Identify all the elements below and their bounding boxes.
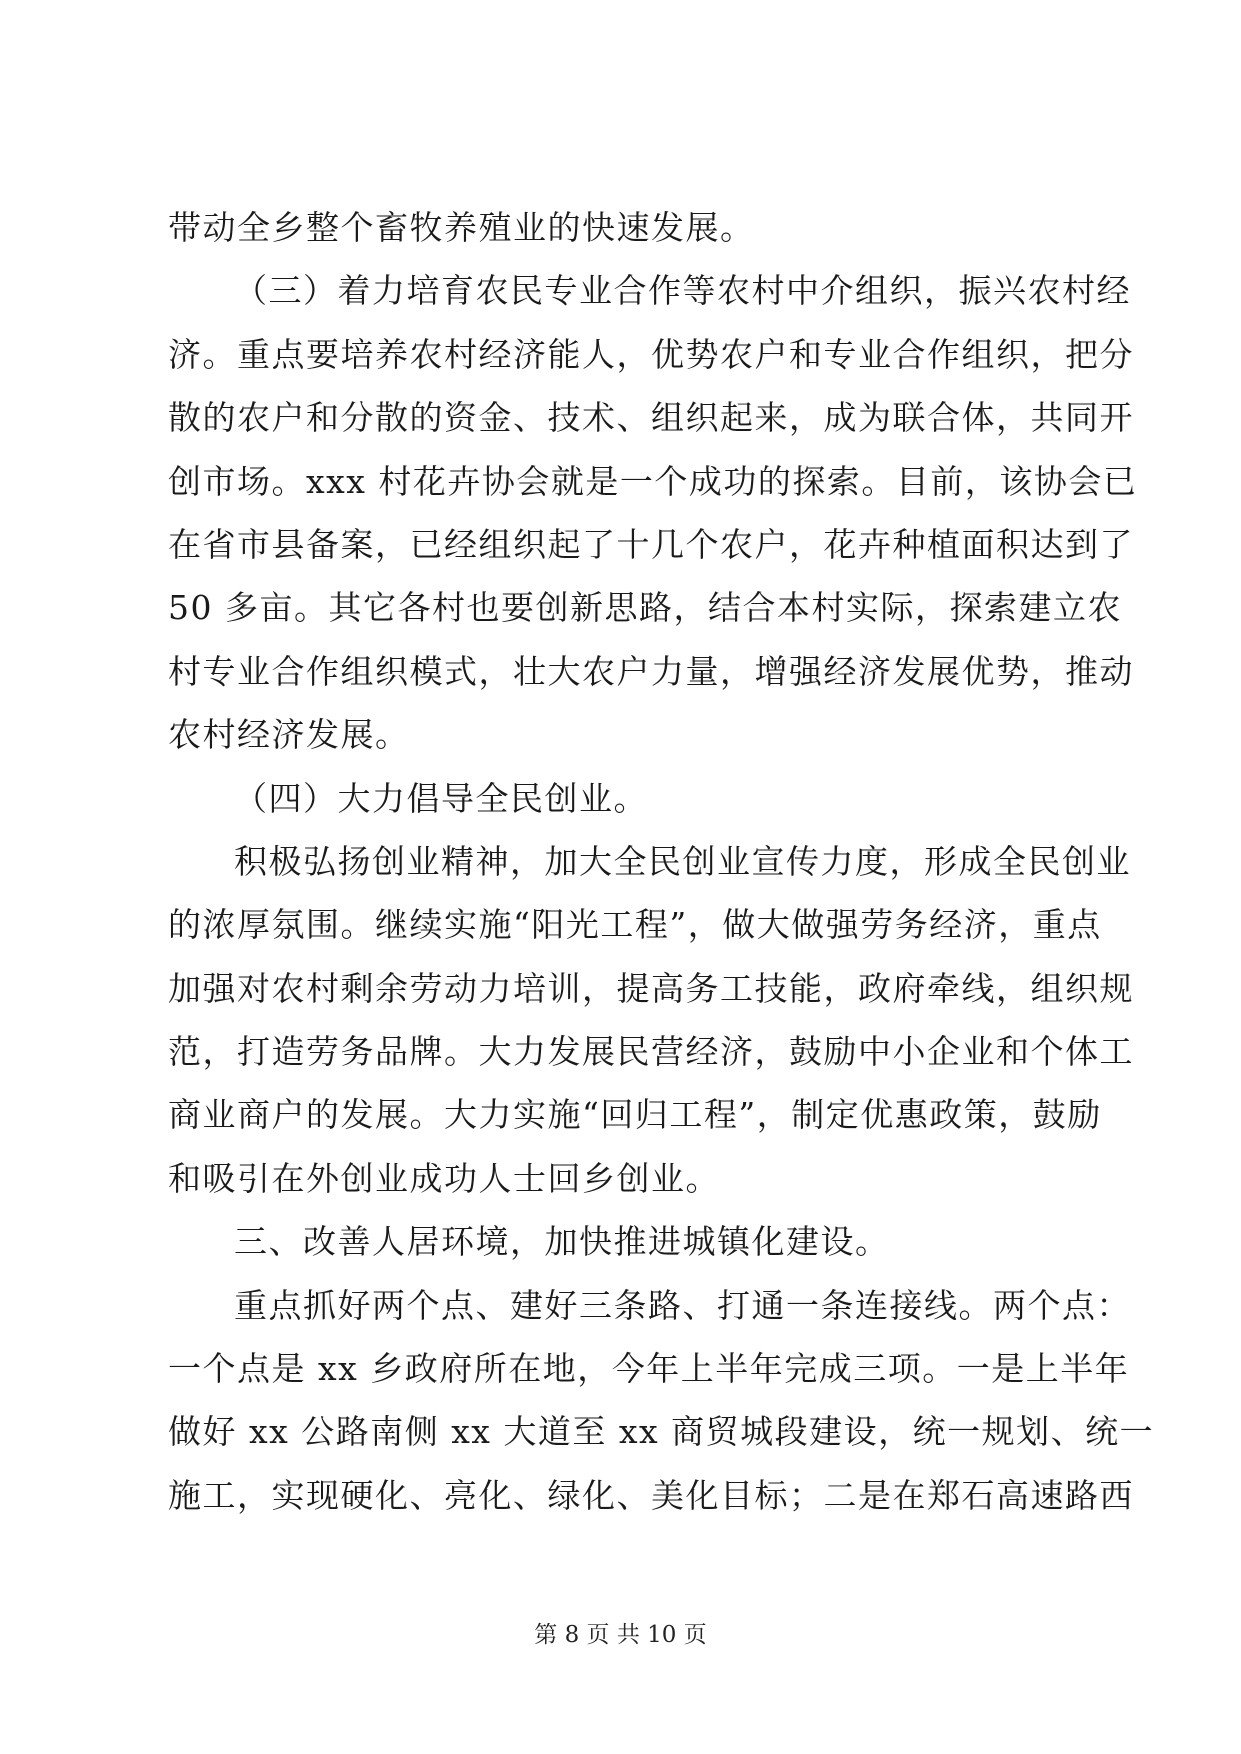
text-line: 和吸引在外创业成功人士回乡创业。 (168, 1158, 720, 1198)
text-line: 农村经济发展。 (168, 715, 410, 755)
page-number-footer: 第 8 页 共 10 页 (534, 1622, 707, 1648)
text-line: 积极弘扬创业精神，加大全民创业宣传力度，形成全民创业 (234, 841, 1131, 881)
text-line: 范，打造劳务品牌。大力发展民营经济，鼓励中小企业和个体工 (168, 1032, 1134, 1072)
text-line: 济。重点要培养农村经济能人，优势农户和专业合作组织，把分 (168, 334, 1134, 374)
text-line: 带动全乡整个畜牧养殖业的快速发展。 (168, 208, 755, 247)
text-line: 散的农户和分散的资金、技术、组织起来，成为联合体，共同开 (168, 398, 1134, 438)
section-heading: （四）大力倡导全民创业。 (234, 778, 648, 818)
text-line: 施工，实现硬化、亮化、绿化、美化目标；二是在郑石高速路西 (168, 1475, 1134, 1515)
text-line: 创市场。xxx 村花卉协会就是一个成功的探索。目前，该协会已 (168, 461, 1138, 501)
text-line: 50 多亩。其它各村也要创新思路，结合本村实际，探索建立农 (168, 588, 1122, 628)
text-line: 做好 xx 公路南侧 xx 大道至 xx 商贸城段建设，统一规划、统一 (168, 1412, 1155, 1452)
text-line: 的浓厚氛围。继续实施“阳光工程”，做大做强劳务经济，重点 (168, 905, 1102, 945)
text-line: 商业商户的发展。大力实施“回归工程”，制定优惠政策，鼓励 (168, 1095, 1102, 1135)
text-line: 在省市县备案，已经组织起了十几个农户，花卉种植面积达到了 (168, 524, 1134, 564)
section-heading: 三、改善人居环境，加快推进城镇化建设。 (234, 1222, 890, 1262)
document-body (168, 196, 1155, 1527)
text-line: 村专业合作组织模式，壮大农户力量，增强经济发展优势，推动 (168, 651, 1134, 691)
text-line: 一个点是 xx 乡政府所在地，今年上半年完成三项。一是上半年 (168, 1349, 1130, 1389)
text-line: 重点抓好两个点、建好三条路、打通一条连接线。两个点： (234, 1285, 1131, 1325)
text-line: （三）着力培育农民专业合作等农村中介组织，振兴农村经 (234, 271, 1131, 311)
text-line: 加强对农村剩余劳动力培训，提高务工技能，政府牵线，组织规 (168, 968, 1134, 1008)
